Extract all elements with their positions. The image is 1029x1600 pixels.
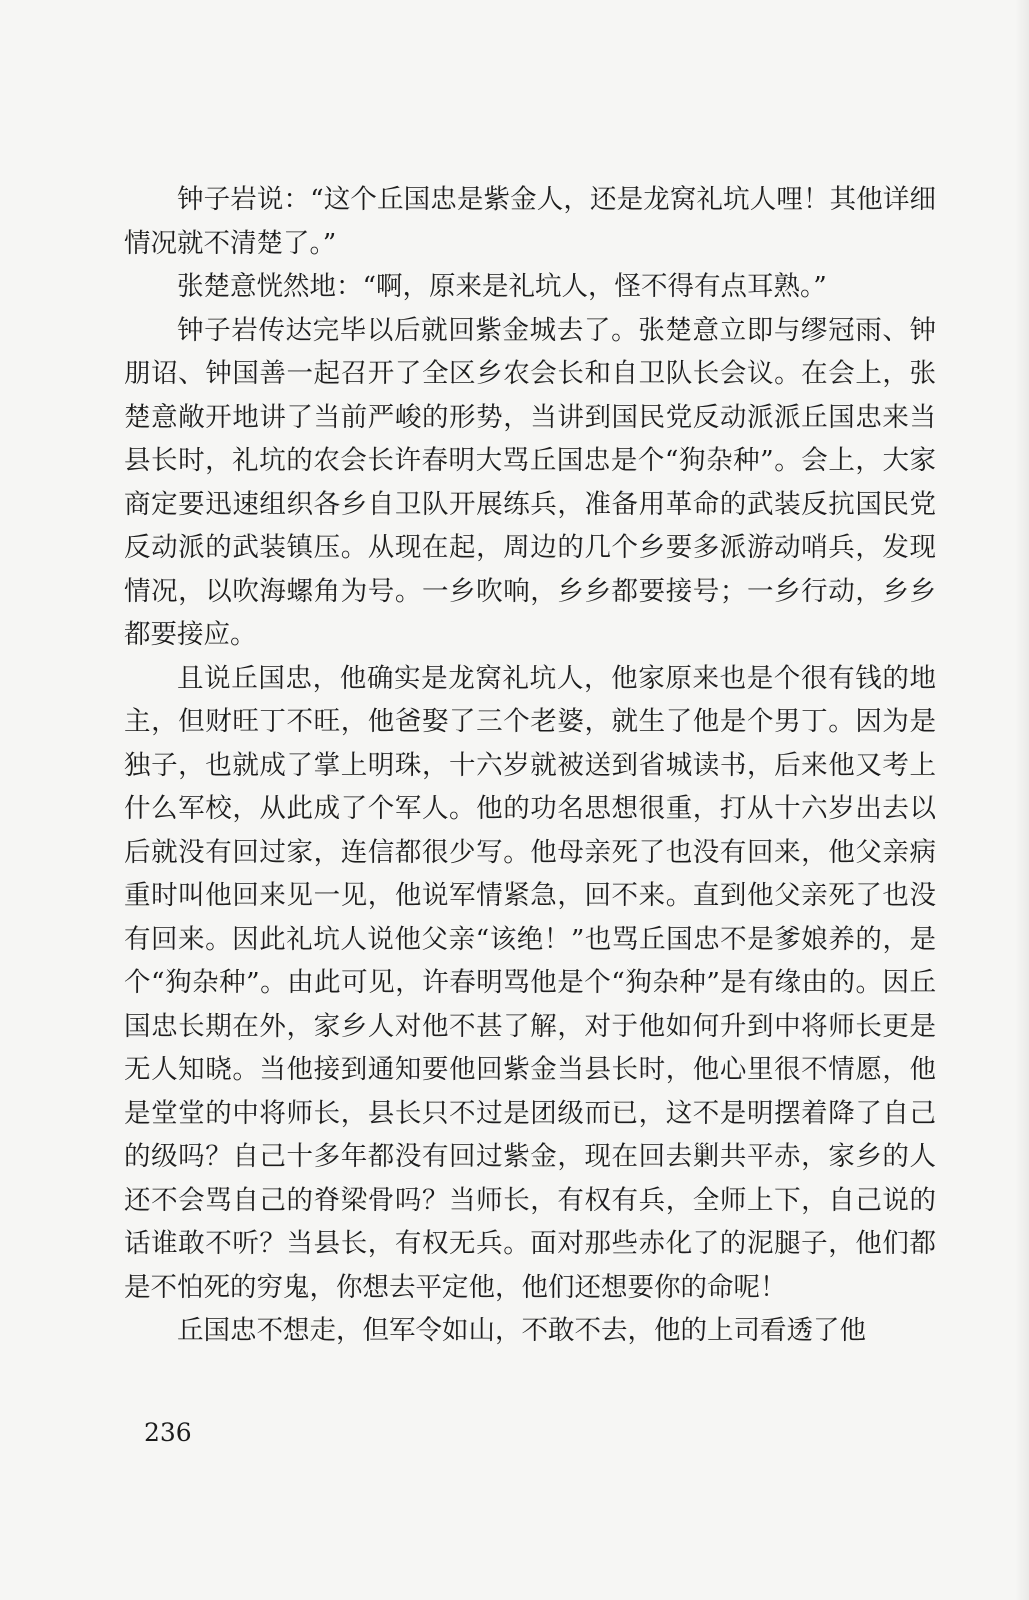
paragraph-4: 且说丘国忠，他确实是龙窝礼坑人，他家原来也是个很有钱的地主，但财旺丁不旺，他爸娶了三个老婆，就生了他是个男丁。因为是独子，也就成了掌上明珠，十六岁就被送到省城读书，后来他又考上什么军校，从此成了个军人。他的功名思想很重，打从十六岁出去以后就没有回过家，连信都很少写。他母亲死了也没有回来，他父亲病重时叫他回来见一见，他说军情紧急，回不来。直到他父亲死了也没有回来。因此礼坑人说他父亲“该绝！”也骂丘国忠不是爹娘养的，是个“狗杂种”。由此可见，许春明骂他是个“狗杂种”是有缘由的。因丘国忠长期在外，家乡人对他不甚了解，对于他如何升到中将师长更是无人知晓。当他接到通知要他回紫金当县长时，他心里很不情愿，他是堂堂的中将师长，县长只不过是团级而已，这不是明摆着降了自己的级吗？自己十多年都没有回过紫金，现在回去剿共平赤，家乡的人还不会骂自己的脊梁骨吗？当师长，有权有兵，全师上下，自己说的话谁敢不听？当县长，有权无兵。面对那些赤化了的泥腿子，他们都是不怕死的穷鬼，你想去平定他，他们还想要你的命呢！ bbox=[124, 662, 936, 1303]
page-number: 236 bbox=[144, 1418, 192, 1447]
body-text bbox=[124, 178, 936, 1353]
paragraph-2: 张楚意恍然地：“啊，原来是礼坑人，怪不得有点耳熟。” bbox=[177, 271, 827, 302]
paragraph-3: 钟子岩传达完毕以后就回紫金城去了。张楚意立即与缪冠雨、钟朋诏、钟国善一起召开了全区乡农会长和自卫队长会议。在会上，张楚意敞开地讲了当前严峻的形势，当讲到国民党反动派派丘国忠来当县长时，礼坑的农会长许春明大骂丘国忠是个“狗杂种”。会上，大家商定要迅速组织各乡自卫队开展练兵，准备用革命的武装反抗国民党反动派的武装镇压。从现在起，周边的几个乡要多派游动哨兵，发现情况，以吹海螺角为号。一乡吹响，乡乡都要接号；一乡行动，乡乡都要接应。 bbox=[124, 314, 936, 650]
paragraph-1: 钟子岩说：“这个丘国忠是紫金人，还是龙窝礼坑人哩！其他详细情况就不清楚了。” bbox=[124, 184, 936, 259]
page-edge-shadow bbox=[1015, 0, 1029, 1600]
paragraph-5: 丘国忠不想走，但军令如山，不敢不去，他的上司看透了他 bbox=[177, 1315, 866, 1346]
